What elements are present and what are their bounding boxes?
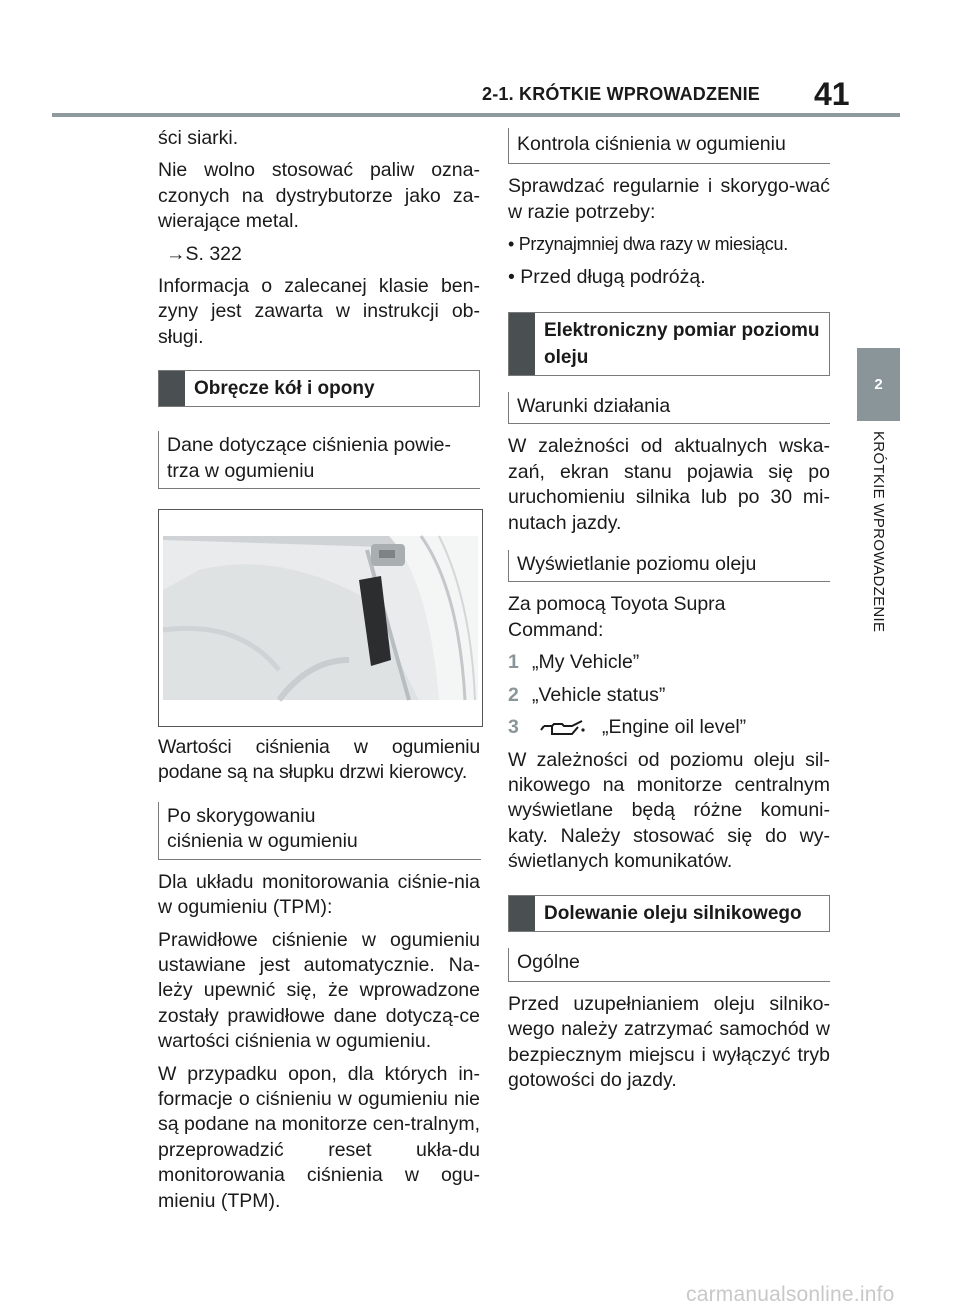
paragraph: Dla układu monitorowania ciśnie-nia w ogumieniu (TPM): [158,870,480,919]
chapter-tab: 2 [857,348,900,421]
paragraph: Sprawdzać regularnie i skorygo-wać w razie potrzeby: [508,175,830,223]
door-pillar-photo [158,509,483,727]
oil-can-icon [540,718,586,738]
subheading-oil-display: Wyświetlanie poziomu oleju [508,550,830,582]
section-heading-wheels: Obręcze kół i opony [158,370,480,407]
paragraph: Przed uzupełnianiem oleju silniko-wego należy zatrzymać samochód w bezpiecznym miejscu i wyłączyć tryb gotowości do jazdy. [508,992,830,1092]
door-pillar-label-illustration [159,510,482,726]
section-heading-oil-measure: Elektroniczny pomiar poziomu oleju [508,312,830,376]
photo-caption: Wartości ciśnienia w ogumieniu podane są na słupku drzwi kierowcy. [158,736,480,784]
bullet-item: • Przynajmniej dwa razy w miesiącu. [508,234,788,255]
chapter-tab-label [857,421,900,686]
header-rule [52,113,900,117]
watermark: carmanualsonline.info [686,1283,895,1306]
subheading-pressure-data: Dane dotyczące ciśnienia powie-trza w ogumieniu [158,431,480,489]
paragraph: W zależności od aktualnych wska-zań, ekran stanu pojawia się po uruchomieniu silnika lub po 30 mi-nutach jazdy. [508,435,830,534]
section-heading-oil-refill: Dolewanie oleju silnikowego [508,895,830,932]
paragraph: W zależności od poziomu oleju sil-nikowego na monitorze centralnym wyświetlane będą różne komuni-katy. Należy stosować się do wy-świetlanych komunikatów. [508,748,830,873]
subheading-conditions: Warunki działania [508,392,830,424]
right-column [508,128,830,1101]
chapter-label-text: KRÓTKIE WPROWADZENIE [870,431,887,633]
subheading-tire-check: Kontrola ciśnienia w ogumieniu [508,128,830,164]
subheading-after-correction: Po skorygowaniu ciśnienia w ogumieniu [158,802,481,860]
cross-reference: →S. 322 [166,242,242,265]
page-number: 41 [814,76,850,112]
paragraph: Prawidłowe ciśnienie w ogumieniu ustawiane jest automatycznie. Na-leży upewnić się, że wprowadzone zostały prawidłowe dane dotyczą-ce wartości ciśnienia w ogumieniu. [158,928,480,1053]
paragraph: Za pomocą Toyota Supra Command: [508,593,726,641]
paragraph: ści siarki. [158,127,239,149]
paragraph: Informacja o zalecanej klasie ben-zyny jest zawarta w instrukcji ob-sługi. [158,275,480,348]
step-item: 3 „Engine oil level” [508,716,747,739]
bullet-item: • Przed długą podróżą. [508,265,706,288]
section-title: 2-1. KRÓTKIE WPROWADZENIE [482,84,761,104]
step-item: 2 „Vehicle status” [508,683,666,706]
paragraph: Nie wolno stosować paliw ozna-czonych na dystrybutorze jako za-wierające metal. [158,159,480,233]
left-column [158,126,480,1221]
paragraph: W przypadku opon, dla których in-formacje o ciśnieniu w ogumieniu nie są podane na monitorze cen-tralnym, przeprowadzić reset ukła-du monitorowania ciśnienia w ogu-mieniu (TPM). [158,1062,480,1212]
subheading-general: Ogólne [508,948,830,982]
step-item: 1 „My Vehicle” [508,651,640,674]
